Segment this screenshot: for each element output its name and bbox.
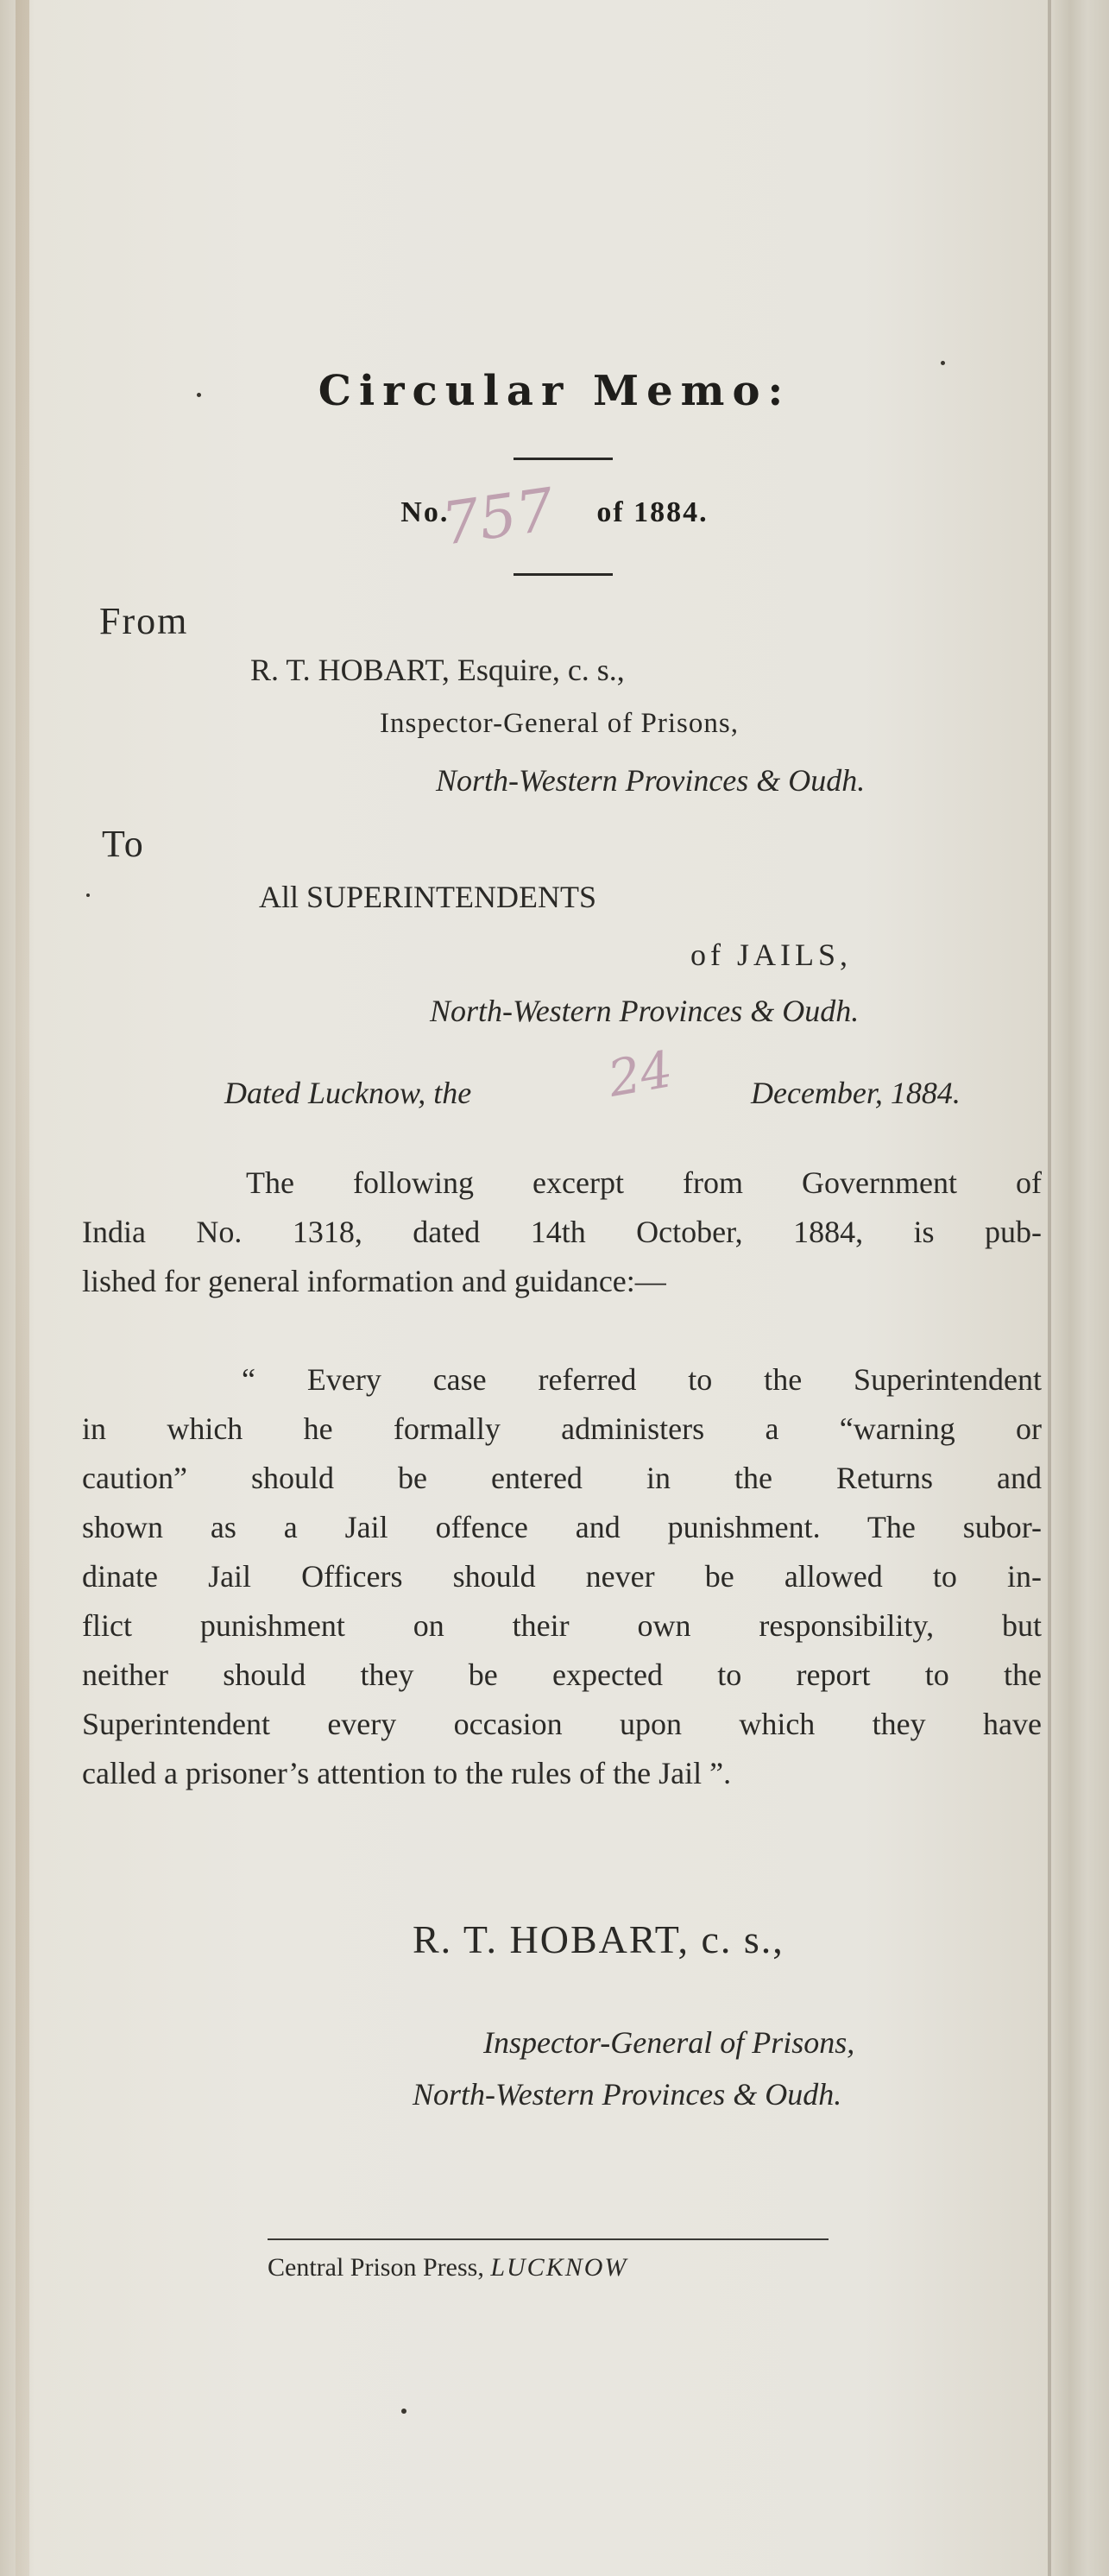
to-label: To (102, 823, 145, 865)
quote-line: neither should they be expected to report to the (82, 1657, 1042, 1692)
paper-speck (401, 2409, 406, 2414)
memo-number-prefix: No. (400, 496, 450, 528)
dated-suffix (751, 1075, 961, 1111)
quote-line: in which he formally administers a “warning or (82, 1411, 1042, 1446)
printer-imprint (268, 2253, 627, 2282)
dated-handwritten-day: 24 (603, 1039, 677, 1108)
to-region: North-Western Provinces & Oudh. (430, 994, 860, 1028)
printer-city: LUCKNOW (490, 2253, 628, 2282)
paper-speck (86, 893, 90, 897)
intro-line: lished for general information and guidance:— (82, 1264, 666, 1298)
intro-paragraph (82, 1159, 1042, 1306)
signature-title: Inspector-General of Prisons, (483, 2025, 855, 2060)
quote-line: “ Every case referred to the Superintendent (242, 1362, 1042, 1397)
from-name: R. T. HOBART, Esquire, c. s., (250, 653, 625, 687)
quote-line: dinate Jail Officers should never be allowed to in- (82, 1559, 1042, 1594)
paper-speck (941, 361, 945, 365)
paper-speck (197, 393, 201, 397)
from-region: North-Western Provinces & Oudh. (436, 763, 866, 798)
from-label: From (99, 600, 189, 642)
intro-line: The following excerpt from Government of (246, 1165, 1042, 1200)
footer-rule (268, 2238, 829, 2240)
memo-number-suffix: of 1884. (596, 496, 709, 528)
memo-number-handwritten: 757 (438, 476, 558, 559)
quote-line: shown as a Jail offence and punishment. The subor- (82, 1510, 1042, 1544)
title-rule-bottom (514, 573, 613, 576)
dated-prefix: Dated Lucknow, the (224, 1076, 472, 1110)
from-title: Inspector-General of Prisons, (380, 708, 739, 739)
quote-paragraph (82, 1355, 1042, 1798)
intro-line: India No. 1318, dated 14th October, 1884, is pub- (82, 1215, 1042, 1249)
to-line1: All SUPERINTENDENTS (259, 880, 597, 914)
title-rule-top (514, 458, 613, 460)
memo-title: Circular Memo: (318, 367, 791, 415)
signature-name: R. T. HOBART, c. s., (413, 1917, 784, 1961)
signature-region: North-Western Provinces & Oudh. (413, 2077, 842, 2112)
quote-line: flict punishment on their own responsibility, but (82, 1608, 1042, 1643)
quote-line: caution” should be entered in the Returns and (82, 1461, 1042, 1495)
dated-suffix-text: December, 1884. (751, 1076, 961, 1110)
quote-line: called a prisoner’s attention to the rules of the Jail ”. (82, 1756, 732, 1790)
quote-line: Superintendent every occasion upon which they have (82, 1707, 1042, 1741)
printer-press: Central Prison Press, (268, 2253, 484, 2282)
to-line2: of JAILS, (690, 938, 852, 972)
